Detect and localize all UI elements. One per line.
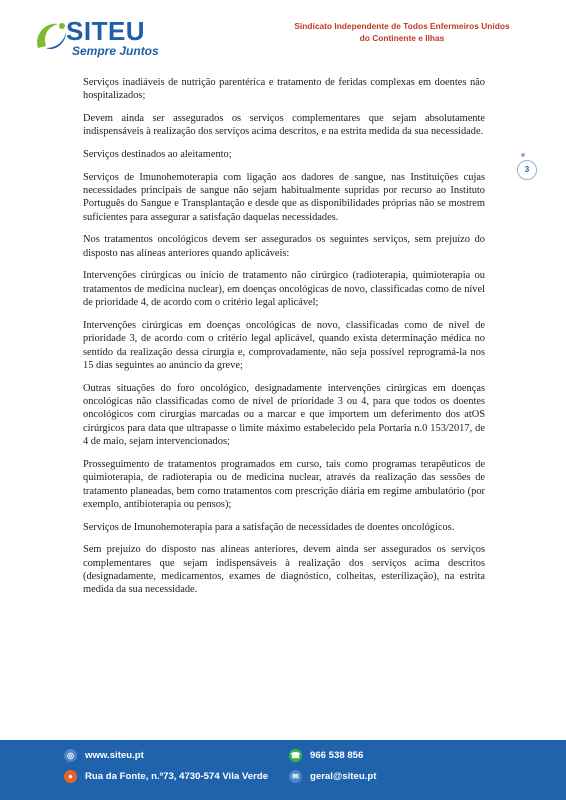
siteu-logo <box>32 12 182 62</box>
page-footer <box>0 740 566 800</box>
paragraph: Outras situações do foro oncológico, designadamente intervenções cirúrgicas em doenças oncológicas não classificadas como de nível de prioridade 3 ou 4, para que todos os doentes oncológicos com cirurgias marcadas ou a marcar e que importem um deferimento dos atOS cirúrgicos para data que ultrapasse o limite máximo estabelecido pela Portaria n.0 153/2017, de 4 de maio, sejam intervencionados; <box>83 382 485 448</box>
paragraph: Serviços destinados ao aleitamento; <box>83 149 232 160</box>
footer-phone[interactable] <box>289 749 363 762</box>
footer-phone-text[interactable]: 966 538 856 <box>310 750 364 761</box>
footer-website-text[interactable]: www.siteu.pt <box>85 750 144 761</box>
globe-icon: ◎ <box>64 749 77 762</box>
email-icon: ✉ <box>289 770 302 783</box>
paragraph: Nos tratamentos oncológicos devem ser assegurados os seguintes serviços, sem prejuízo do disposto nas alíneas anteriores quando aplicáveis: <box>83 234 485 259</box>
footer-email-text[interactable]: geral@siteu.pt <box>310 771 377 782</box>
footer-website[interactable] <box>64 749 144 762</box>
union-name-line-1: Sindicato Independente de Todos Enfermeiros Unidos <box>294 21 510 31</box>
paragraph: Intervenções cirúrgicas em doenças oncológicas de novo, classificadas como de nível de prioridade 3, de acordo com o critério legal aplicável, quando exista determinação médica no sentido da realização dessa cirurgia e, comprovadamente, não seja possível reprogramá-la nos 15 dias seguintes ao anúncio da greve; <box>83 319 485 372</box>
document-body <box>83 76 485 606</box>
page-number-badge: 3 <box>517 160 537 180</box>
logo-tagline: Sempre Juntos <box>72 44 159 58</box>
paragraph: Serviços de Imunohemoterapia com ligação aos dadores de sangue, nas Instituições cujas necessidades principais de sangue não sejam habitualmente supridas por recurso ao Instituto Português do Sangue e Transplantação e desde que as disponibilidades próprias não se mostrem suficientes para assegurar a satisfação daquelas necessidades. <box>83 171 485 223</box>
union-name <box>272 20 532 44</box>
paragraph: Serviços de Imunohemoterapia para a satisfação de necessidades de doentes oncológicos. <box>83 521 455 533</box>
paragraph: Prosseguimento de tratamentos programados em curso, tais como programas terapêuticos de quimioterapia, de radioterapia ou de medicina nuclear, através da realização das sessões de tratamento planeadas, bem como tratamentos com prescrição diária em regime ambulatório (por exemplo, antibioterapia ou pensos); <box>83 458 485 511</box>
union-name-line-2: do Continente e Ilhas <box>359 33 445 43</box>
paragraph: Serviços inadiáveis de nutrição parentérica e tratamento de feridas complexas em doentes não hospitalizados; <box>83 77 485 102</box>
paragraph: Intervenções cirúrgicas ou início de tratamento não cirúrgico (radioterapia, quimioterapia ou tratamentos de medicina nuclear), em doenças oncológicas de novo, classificadas como de nível de prioridade 4, de acordo com o critério legal aplicável; <box>83 270 485 309</box>
footer-email[interactable] <box>289 770 376 783</box>
footer-address <box>64 770 268 783</box>
whatsapp-icon: ☎ <box>290 751 301 760</box>
paragraph: Devem ainda ser assegurados os serviços complementares que sejam absolutamente indispensáveis à realização dos serviços acima descritos, e na estrita medida da sua necessidade. <box>83 113 485 138</box>
page-header <box>0 0 566 70</box>
page-badge-dot <box>521 153 525 157</box>
location-pin-icon: ● <box>64 770 77 783</box>
footer-address-text: Rua da Fonte, n.º73, 4730-574 Vila Verde <box>85 771 269 782</box>
paragraph: Sem prejuízo do disposto nas alíneas anteriores, devem ainda ser assegurados os serviços complementares que sejam indispensáveis à realização dos serviços acima descritos (designadamente, medicamentos, exames de diagnóstico, colheitas, esterilização), na estrita medida da sua necessidade. <box>83 544 485 596</box>
logo-text: SITEU <box>66 16 146 46</box>
